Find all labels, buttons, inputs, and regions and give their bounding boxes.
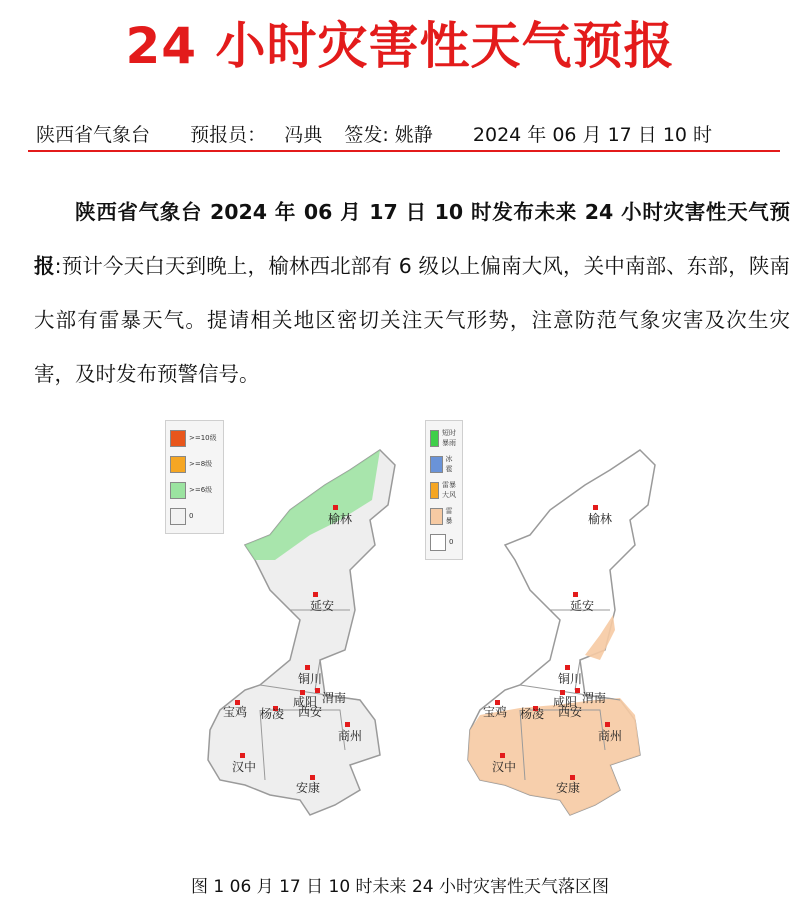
legend-item: 冰雹 — [430, 451, 456, 477]
forecaster-name: 冯典 — [284, 124, 323, 146]
city-label: 西安 — [558, 705, 583, 719]
legend-item: >=8级 — [170, 451, 217, 477]
wind-map — [150, 410, 410, 834]
legend-item: 雷暴大风 — [430, 477, 456, 503]
city-label: 咸阳 — [553, 695, 578, 709]
issuer-label: 签发: — [344, 124, 389, 146]
forecast-text — [34, 185, 790, 401]
issuer-name: 姚静 — [394, 124, 433, 146]
city-label: 杨凌 — [260, 707, 285, 721]
city-label: 铜川 — [298, 672, 323, 686]
legend-item: 短时暴雨 — [430, 425, 456, 451]
forecast-lead: 陕西省气象台 2024 年 06 月 17 日 10 时发布未来 24 小时灾害性天气预报 — [34, 200, 790, 278]
city-label: 汉中 — [492, 760, 517, 774]
city-label: 延安 — [570, 599, 595, 613]
city-label: 商州 — [598, 729, 623, 743]
city-label: 延安 — [310, 599, 335, 613]
header-meta — [36, 120, 776, 147]
legend-item: 0 — [170, 503, 217, 529]
city-label: 宝鸡 — [483, 705, 508, 719]
forecast-maps — [150, 410, 670, 840]
city-label: 渭南 — [322, 691, 347, 705]
city-label: 咸阳 — [293, 695, 318, 709]
thunderstorm-map-svg — [425, 410, 670, 830]
city-label: 商州 — [338, 729, 363, 743]
legend-item: 雷暴 — [430, 503, 456, 529]
city-label: 渭南 — [582, 691, 607, 705]
legend-item: >=6级 — [170, 477, 217, 503]
legend-item: >=10级 — [170, 425, 217, 451]
figure-caption: 图 1 06 月 17 日 10 时未来 24 小时灾害性天气落区图 — [191, 877, 609, 897]
city-label: 杨凌 — [520, 707, 545, 721]
header-rule — [28, 150, 780, 152]
city-label: 铜川 — [558, 672, 583, 686]
forecaster-label: 预报员： — [190, 124, 267, 146]
agency-name: 陕西省气象台 — [36, 124, 151, 146]
city-label: 西安 — [298, 705, 323, 719]
city-label: 汉中 — [232, 760, 257, 774]
page-title: 24 小时灾害性天气预报 — [125, 17, 675, 75]
city-label: 榆林 — [588, 512, 613, 526]
forecast-content: :预计今天白天到晚上，榆林西北部有 6 级以上偏南大风，关中南部、东部，陕南大部有雷暴天气。提请相关地区密切关注天气形势，注意防范气象灾害及次生灾害，及时发布预警信号。 — [34, 254, 791, 386]
legend-item: 0 — [430, 529, 456, 555]
city-label: 安康 — [296, 781, 321, 795]
issue-datetime: 2024 年 06 月 17 日 10 时 — [472, 124, 713, 146]
city-label: 安康 — [556, 781, 581, 795]
city-label: 宝鸡 — [223, 705, 248, 719]
wind-legend — [165, 420, 224, 534]
city-label: 榆林 — [328, 512, 353, 526]
